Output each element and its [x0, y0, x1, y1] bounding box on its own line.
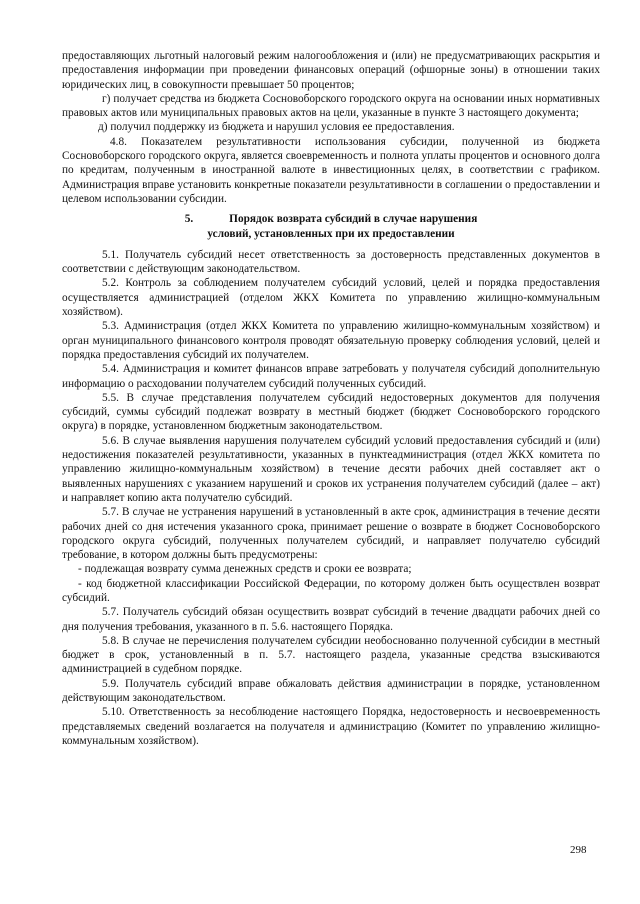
paragraph-5-7-second: 5.7. Получатель субсидий обязан осуществить возврат субсидий в течение двадцати рабочих дней со дня получения требования, указанного в п. 5.6. настоящего Порядка.	[62, 606, 600, 633]
section-heading	[62, 212, 600, 241]
list-item-amount: - подлежащая возврату сумма денежных средств и сроки ее возврата;	[78, 563, 412, 576]
document-body	[62, 49, 600, 748]
section-title-line2: условий, установленных при их предоставлении	[207, 227, 455, 240]
paragraph-5-9: 5.9. Получатель субсидий вправе обжаловать действия администрации в порядке, установленном действующим законодательством.	[62, 677, 600, 705]
section-number: 5.	[184, 213, 194, 226]
paragraph-5-1: 5.1. Получатель субсидий несет ответственность за достоверность представленных документов в соответствии с действующим законодательством.	[62, 248, 600, 276]
page-number: 298	[570, 844, 587, 856]
paragraph-clause-g: г) получает средства из бюджета Сосновоборского городского округа на основании иных нормативных правовых актов или муниципальных правовых актов на цели, указанные в пункте 3 настоящего документа;	[62, 92, 600, 120]
paragraph-5-7-first: 5.7. В случае не устранения нарушений в установленный в акте срок, администрация в течение десяти рабочих дней со дня истечения указанного срока, принимает решение о возврате в бюджет Сосновоборского городского округа субсидий, полученных получателем субсидий, и направляет получателю субсидий требование, в котором должны быть предусмотрены:	[62, 506, 600, 562]
paragraph-clause-d: д) получил поддержку из бюджета и нарушил условия ее предоставления.	[98, 121, 455, 134]
paragraph-5-5: 5.5. В случае представления получателем субсидий недостоверных документов для получения субсидий, суммы субсидий подлежат возврату в местный бюджет (бюджет Сосновоборского городского округа) в порядке, установленном бюджетным законодательством.	[62, 391, 600, 433]
paragraph-5-3: 5.3. Администрация (отдел ЖКХ Комитета по управлению жилищно-коммунальным хозяйством) и орган муниципального финансового контроля проводят обязательную проверку соблюдения условий, целей и порядка предоставления субсидий их получателем.	[62, 320, 600, 361]
paragraph-5-2: 5.2. Контроль за соблюдением получателем субсидий условий, целей и порядка предоставления осуществляется администрацией (отделом ЖКХ Комитета по управлению жилищно-коммунальным хозяйством).	[62, 277, 600, 319]
paragraph-5-4: 5.4. Администрация и комитет финансов вправе затребовать у получателя субсидий дополнительную информацию о расходовании получателем субсидий полученных субсидий.	[62, 363, 600, 390]
paragraph-offshore-clause: предоставляющих льготный налоговый режим налогообложения и (или) не предусматривающих раскрытия и предоставления информации при проведении финансовых операций (офшорные зоны) в отношении таких юридических лиц, в совокупности превышает 50 процентов;	[62, 50, 600, 91]
paragraph-5-6: 5.6. В случае выявления нарушения получателем субсидий условий предоставления субсидий и (или) недостижения показателей результативности, указанных в пунктеадминистрация (отдел ЖКХ комитета по управлению жилищно-коммунальным хозяйством) в течение десяти рабочих дней составляет акт о выявленных нарушениях с указанием нарушений и сроков их устранения получателем субсидий (далее – акт) и направляет копию акта получателю субсидий.	[62, 434, 600, 504]
section-title-line1: Порядок возврата субсидий в случае нарушения	[229, 213, 478, 226]
paragraph-5-8: 5.8. В случае не перечисления получателем субсидии необоснованно полученной субсидии в местный бюджет в срок, установленный в п. 5.7. настоящего раздела, указанные средства взыскиваются администрацией в судебном порядке.	[62, 634, 600, 676]
paragraph-5-10: 5.10. Ответственность за несоблюдение настоящего Порядка, недостоверность и несвоевременность представляемых сведений возлагается на получателя и администрацию (Комитет по управлению жилищно-коммунальным хозяйством).	[62, 706, 600, 747]
list-item-budget-code: - код бюджетной классификации Российской Федерации, по которому должен быть осуществлен возврат субсидий.	[62, 577, 600, 604]
section-heading-line1	[62, 212, 600, 226]
paragraph-4-8: 4.8. Показателем результативности использования субсидии, полученной из бюджета Сосновоборского городского округа, является своевременность и полнота уплаты процентов и основного долга по кредитам, полученным в иностранной валюте в инвестиционных целях, в соответствии с графиком. Администрация вправе установить конкретные показатели результативности в соглашении о предоставлении и целевом использовании субсидии.	[62, 135, 600, 205]
